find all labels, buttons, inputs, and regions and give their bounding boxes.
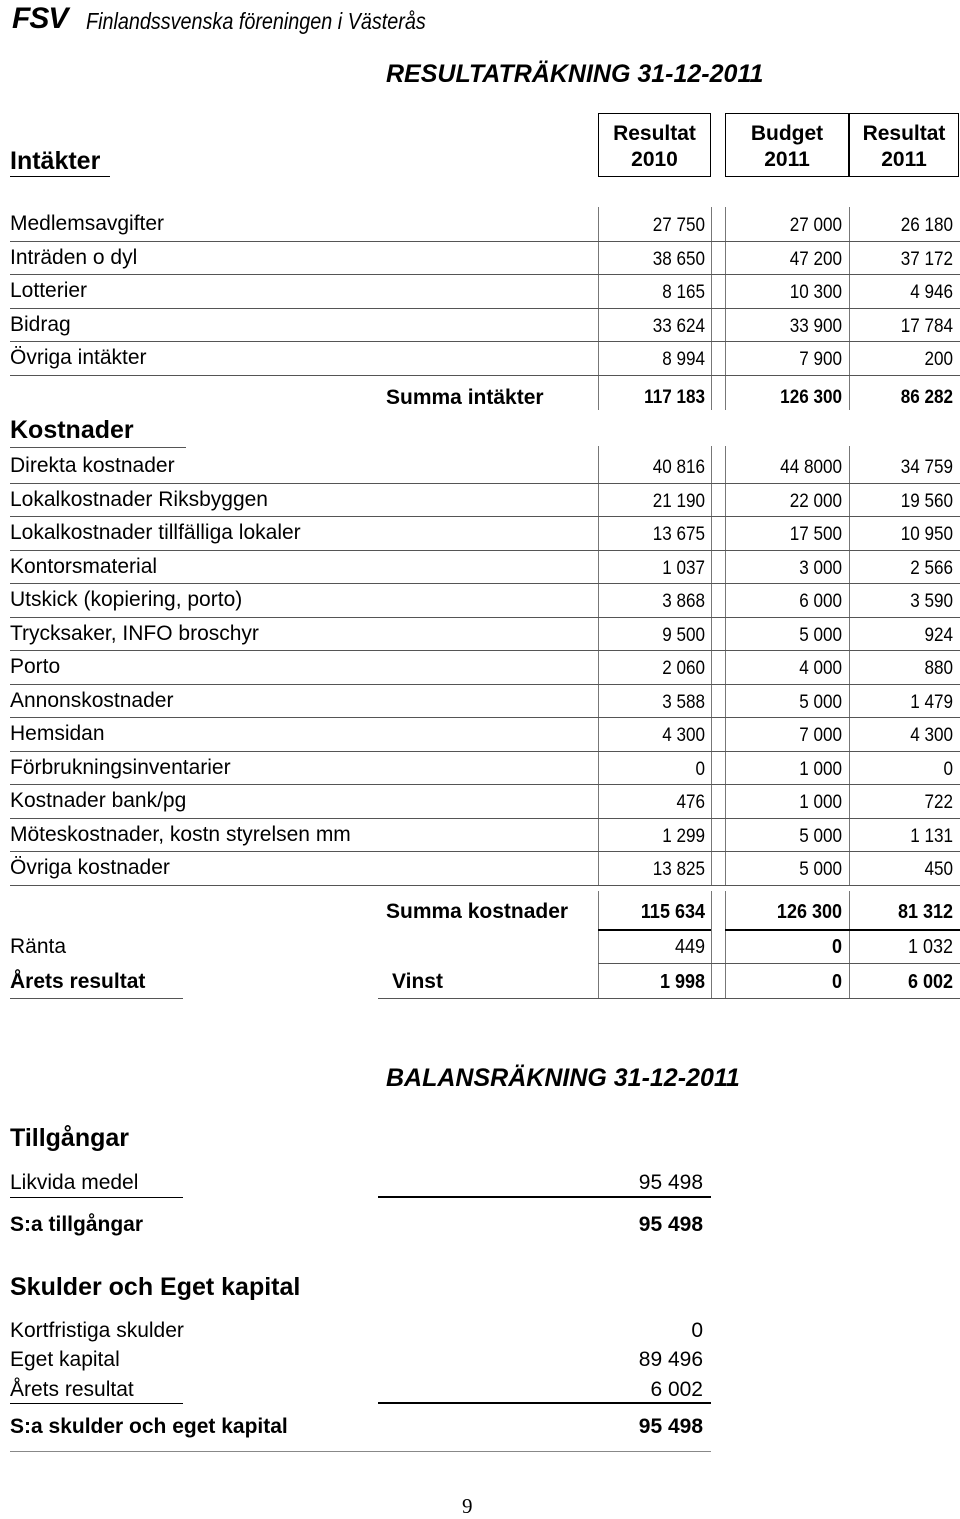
row-label: Lokalkostnader Riksbyggen [10, 487, 268, 511]
liab-total-label: S:a skulder och eget kapital [10, 1415, 288, 1438]
table-row [0, 752, 960, 786]
row-value: 450 [924, 859, 953, 880]
row-value: 4 946 [910, 282, 953, 303]
table-row [0, 275, 960, 309]
row-value: 19 560 [900, 490, 953, 512]
table-row [0, 785, 960, 819]
row-label: Annonskostnader [10, 688, 174, 712]
column-header-result-2010: Resultat 2010 [598, 113, 711, 177]
interest-budget: 0 [831, 936, 842, 958]
table-row [0, 651, 960, 685]
page-number: 9 [462, 1494, 473, 1518]
row-value: 27 000 [789, 215, 842, 236]
row-divider [10, 885, 960, 886]
row-label: Hemsidan [10, 722, 105, 745]
row-value: 1 479 [910, 691, 953, 713]
column-header-result-2011: Resultat 2011 [849, 113, 959, 177]
row-label: Inträden o dyl [10, 245, 138, 269]
divider [10, 1403, 183, 1404]
sum-income-2011: 86 282 [900, 387, 953, 408]
row-value: 21 190 [652, 490, 705, 512]
row-label: Porto [10, 655, 61, 678]
row-value: 3 000 [799, 557, 842, 579]
row-value: 7 900 [799, 349, 842, 370]
row-value: 5 000 [799, 624, 842, 646]
row-value: 27 750 [652, 215, 705, 236]
result-2010: 1 998 [659, 971, 705, 993]
liability-label: Årets resultat [10, 1378, 134, 1401]
row-label: Lokalkostnader tillfälliga lokaler [10, 521, 301, 544]
divider [10, 447, 186, 448]
row-value: 1 000 [799, 792, 842, 813]
row-value: 9 500 [662, 624, 705, 646]
row-value: 4 300 [910, 725, 953, 746]
row-value: 10 300 [789, 282, 842, 303]
table-row [0, 242, 960, 276]
liab-total-value: 95 498 [638, 1415, 703, 1438]
assets-total-value: 95 498 [638, 1213, 703, 1236]
interest-2011: 1 032 [907, 936, 953, 958]
interest-2010: 449 [674, 936, 705, 958]
row-label: Övriga kostnader [10, 856, 170, 879]
table-row [0, 551, 960, 585]
liability-value: 6 002 [650, 1378, 703, 1401]
asset-label: Likvida medel [10, 1171, 139, 1194]
assets-heading: Tillgångar [10, 1124, 130, 1152]
table-row [0, 584, 960, 618]
row-value: 44 8000 [780, 457, 842, 478]
interest-row [0, 933, 960, 963]
sum-income-row [0, 382, 960, 412]
row-value: 880 [924, 658, 953, 679]
row-value: 5 000 [799, 825, 842, 847]
row-value: 5 000 [799, 691, 842, 713]
row-value: 4 300 [662, 725, 705, 746]
divider [10, 1197, 183, 1198]
row-label: Möteskostnader, kostn styrelsen mm [10, 822, 351, 846]
row-label: Trycksaker, INFO broschyr [10, 621, 259, 645]
row-value: 10 950 [900, 524, 953, 545]
row-value: 8 165 [662, 282, 705, 303]
row-value: 1 037 [662, 557, 705, 579]
sum-income-2010: 117 183 [644, 387, 705, 408]
row-value: 34 759 [900, 457, 953, 478]
row-value: 40 816 [652, 457, 705, 478]
row-value: 5 000 [799, 859, 842, 880]
row-label: Lotterier [10, 279, 88, 302]
row-label: Kontorsmaterial [10, 554, 158, 578]
row-value: 33 624 [652, 315, 705, 337]
liability-label: Kortfristiga skulder [10, 1319, 184, 1342]
row-value: 33 900 [789, 315, 842, 337]
row-value: 1 131 [910, 825, 953, 847]
row-value: 3 868 [662, 591, 705, 612]
table-row [0, 618, 960, 652]
row-value: 2 566 [910, 557, 953, 579]
row-value: 47 200 [789, 248, 842, 270]
row-value: 13 675 [652, 524, 705, 545]
sum-costs-budget: 126 300 [776, 901, 842, 923]
result-budget: 0 [831, 971, 842, 993]
row-value: 722 [924, 792, 953, 813]
row-value: 6 000 [799, 591, 842, 612]
costs-section-heading: Kostnader [10, 416, 134, 444]
row-value: 476 [676, 792, 705, 813]
interest-label: Ränta [10, 935, 67, 958]
row-value: 924 [924, 624, 953, 646]
income-statement-title: RESULTATRÄKNING 31-12-2011 [386, 60, 764, 88]
divider [598, 963, 960, 964]
liability-value: 0 [691, 1319, 703, 1342]
result-label: Årets resultat [10, 970, 146, 993]
divider [598, 929, 711, 931]
organization-name: Finlandssvenska föreningen i Västerås [86, 8, 426, 34]
table-row [0, 517, 960, 551]
divider [378, 1402, 711, 1404]
row-label: Utskick (kopiering, porto) [10, 588, 243, 611]
divider [10, 1451, 711, 1452]
row-value: 0 [695, 758, 705, 780]
table-row [0, 852, 960, 886]
sum-income-label: Summa intäkter [386, 386, 544, 409]
row-value: 2 060 [662, 658, 705, 679]
sum-income-budget: 126 300 [780, 387, 842, 408]
sum-costs-row [0, 896, 960, 930]
row-value: 17 784 [900, 315, 953, 337]
row-label: Övriga intäkter [10, 346, 147, 369]
row-value: 7 000 [799, 725, 842, 746]
income-section-heading: Intäkter [10, 146, 110, 177]
table-row [0, 819, 960, 853]
divider [10, 998, 183, 999]
asset-value: 95 498 [638, 1171, 703, 1194]
row-divider [10, 375, 960, 376]
row-value: 17 500 [789, 524, 842, 545]
table-row [0, 309, 960, 343]
table-row [0, 484, 960, 518]
row-value: 26 180 [900, 215, 953, 236]
liability-value: 89 496 [638, 1348, 703, 1371]
result-2011: 6 002 [907, 971, 953, 993]
row-value: 38 650 [652, 248, 705, 270]
row-label: Bidrag [10, 312, 71, 336]
result-row [0, 968, 960, 998]
row-value: 22 000 [789, 490, 842, 512]
divider [378, 998, 960, 999]
assets-total-label: S:a tillgångar [10, 1213, 144, 1236]
divider [378, 1196, 711, 1198]
table-row [0, 718, 960, 752]
row-value: 8 994 [662, 349, 705, 370]
divider [849, 929, 960, 931]
row-label: Förbrukningsinventarier [10, 755, 231, 779]
row-value: 1 000 [799, 758, 842, 780]
table-row [0, 685, 960, 719]
table-row [0, 342, 960, 376]
row-value: 3 590 [910, 591, 953, 612]
liability-label: Eget kapital [10, 1348, 120, 1371]
row-value: 4 000 [799, 658, 842, 679]
sum-costs-label: Summa kostnader [386, 900, 569, 923]
sum-costs-2011: 81 312 [897, 901, 953, 923]
row-value: 200 [924, 349, 953, 370]
row-value: 37 172 [900, 248, 953, 270]
row-label: Direkta kostnader [10, 454, 175, 477]
row-value: 0 [943, 758, 953, 780]
liabilities-heading: Skulder och Eget kapital [10, 1273, 301, 1301]
result-sublabel: Vinst [392, 970, 443, 993]
divider [725, 929, 849, 931]
table-row [0, 450, 960, 484]
row-value: 1 299 [662, 825, 705, 847]
row-label: Kostnader bank/pg [10, 789, 187, 812]
column-header-budget-2011: Budget 2011 [725, 113, 849, 177]
logo: FSV [12, 2, 68, 35]
balance-sheet-title: BALANSRÄKNING 31-12-2011 [386, 1064, 740, 1092]
row-value: 13 825 [652, 859, 705, 880]
sum-costs-2010: 115 634 [640, 901, 705, 923]
row-label: Medlemsavgifter [10, 212, 165, 235]
row-value: 3 588 [662, 691, 705, 713]
table-row [0, 208, 960, 242]
